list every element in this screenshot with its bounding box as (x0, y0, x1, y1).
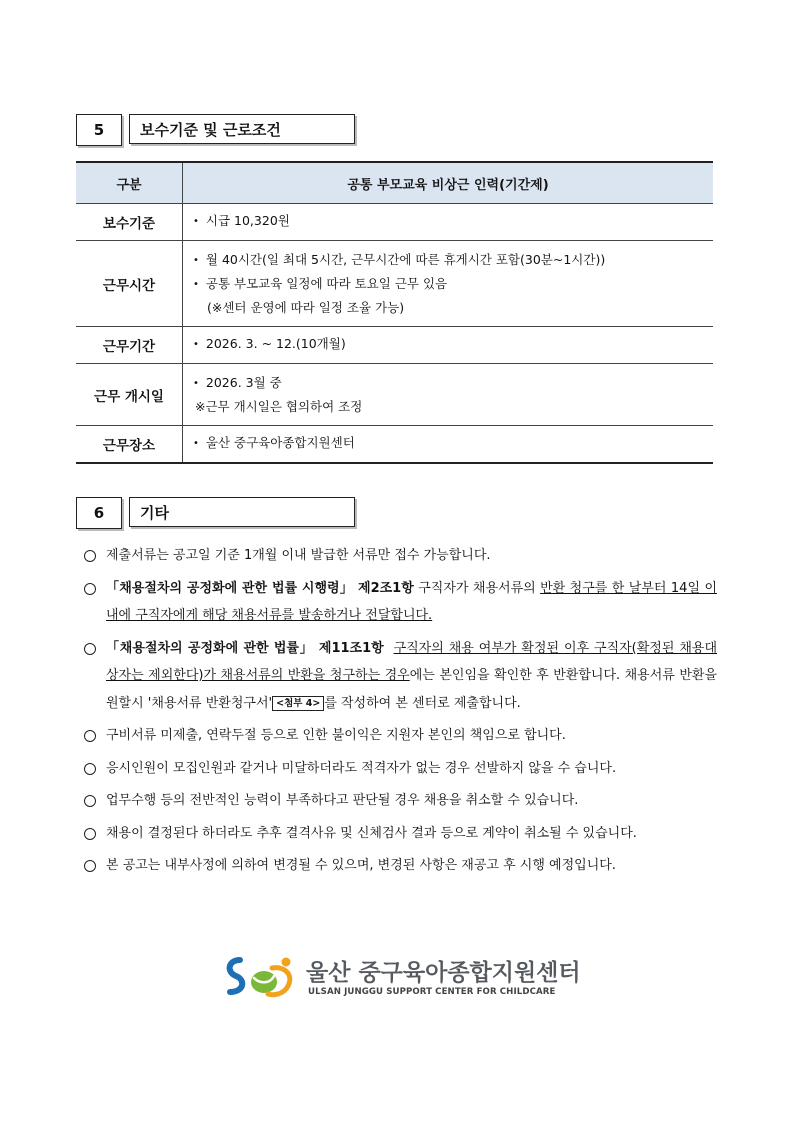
section-number: 6 (76, 497, 122, 529)
item-text: 를 작성하여 본 센터로 제출합니다. (324, 695, 521, 711)
other-notes-list (84, 542, 717, 885)
law-reference: 「채용절차의 공정화에 관한 법률」 제11조1항 (106, 640, 384, 656)
list-item: 본 공고는 내부사정에 의하여 변경될 수 있으며, 변경된 사항은 재공고 후 시행 예정입니다. (84, 852, 717, 880)
row-label: 근무시간 (76, 241, 183, 327)
law-reference: 「채용절차의 공정화에 관한 법률 시행령」 제2조1항 (106, 580, 414, 596)
row-label: 근무기간 (76, 327, 183, 364)
bullet-line: • 월 40시간(일 최대 5시간, 근무시간에 따른 휴게시간 포함(30분~1시간)) (193, 249, 713, 273)
row-value (183, 364, 714, 426)
header-value: 공통 부모교육 비상근 인력(기간제) (183, 162, 714, 204)
bullet-line: • 시급 10,320원 (193, 210, 713, 234)
table-header-row (76, 162, 713, 204)
row-label: 보수기준 (76, 204, 183, 241)
attachment-badge: <첨부 4> (272, 696, 324, 711)
bullet-line: • 공통 부모교육 일정에 따라 토요일 근무 있음 (193, 273, 713, 297)
row-value (183, 327, 714, 364)
underlined-text: 반환 청구를 한 날부터 14일 이내에 구직자에게 해당 채용서류를 발송하거나 전달합니다. (106, 580, 717, 623)
underlined-text: 구직자의 채용 여부가 확정된 이후 구직자(확정된 채용대상자는 제외한다)가 채용서류의 반환을 청구하는 경우 (106, 640, 718, 683)
list-item: 업무수행 등의 전반적인 능력이 부족하다고 판단될 경우 채용을 취소할 수 있습니다. (84, 787, 717, 815)
row-label: 근무 개시일 (76, 364, 183, 426)
section-title: 보수기준 및 근로조건 (129, 114, 355, 144)
row-value (183, 241, 714, 327)
list-item: 응시인원이 모집인원과 같거나 미달하더라도 적격자가 없는 경우 선발하지 않을 수 습니다. (84, 755, 717, 783)
table-row (76, 204, 713, 241)
row-value (183, 204, 714, 241)
center-logo (224, 954, 581, 1004)
logo-name-korean: 울산 중구육아종합지원센터 (306, 960, 581, 986)
item-text: 구직자가 채용서류의 (413, 580, 541, 596)
work-conditions-table (76, 161, 713, 464)
row-label: 근무장소 (76, 426, 183, 464)
list-item (84, 635, 717, 718)
list-item: 구비서류 미제출, 연락두절 등으로 인한 불이익은 지원자 본인의 책임으로 합니다. (84, 722, 717, 750)
table-row (76, 241, 713, 327)
table-row (76, 426, 713, 464)
list-item (84, 575, 717, 630)
bullet-line: • 울산 중구육아종합지원센터 (193, 432, 713, 456)
logo-mark-icon (224, 954, 302, 1000)
header-label: 구분 (76, 162, 183, 204)
row-value (183, 426, 714, 464)
list-item: 제출서류는 공고일 기준 1개월 이내 발급한 서류만 접수 가능합니다. (84, 542, 717, 570)
note-line: ※근무 개시일은 협의하여 조정 (195, 398, 363, 414)
bullet-line: • 2026. 3. ~ 12.(10개월) (193, 333, 713, 357)
list-item: 채용이 결정된다 하더라도 추후 결격사유 및 신체검사 결과 등으로 계약이 취소될 수 있습니다. (84, 820, 717, 848)
section-title: 기타 (129, 497, 355, 527)
section-number: 5 (76, 114, 122, 146)
item-text: 에는 본인임을 확인한 후 반환합니다. 채용서류 반환을 원할시 '채용서류 반환청구서' (106, 668, 717, 711)
note-line: (※센터 운영에 따라 일정 조율 가능) (207, 299, 405, 315)
table-row (76, 364, 713, 426)
logo-name-english: ULSAN JUNGGU SUPPORT CENTER FOR CHILDCARE (308, 987, 556, 997)
table-row (76, 327, 713, 364)
bullet-line: • 2026. 3월 중 (193, 372, 713, 396)
